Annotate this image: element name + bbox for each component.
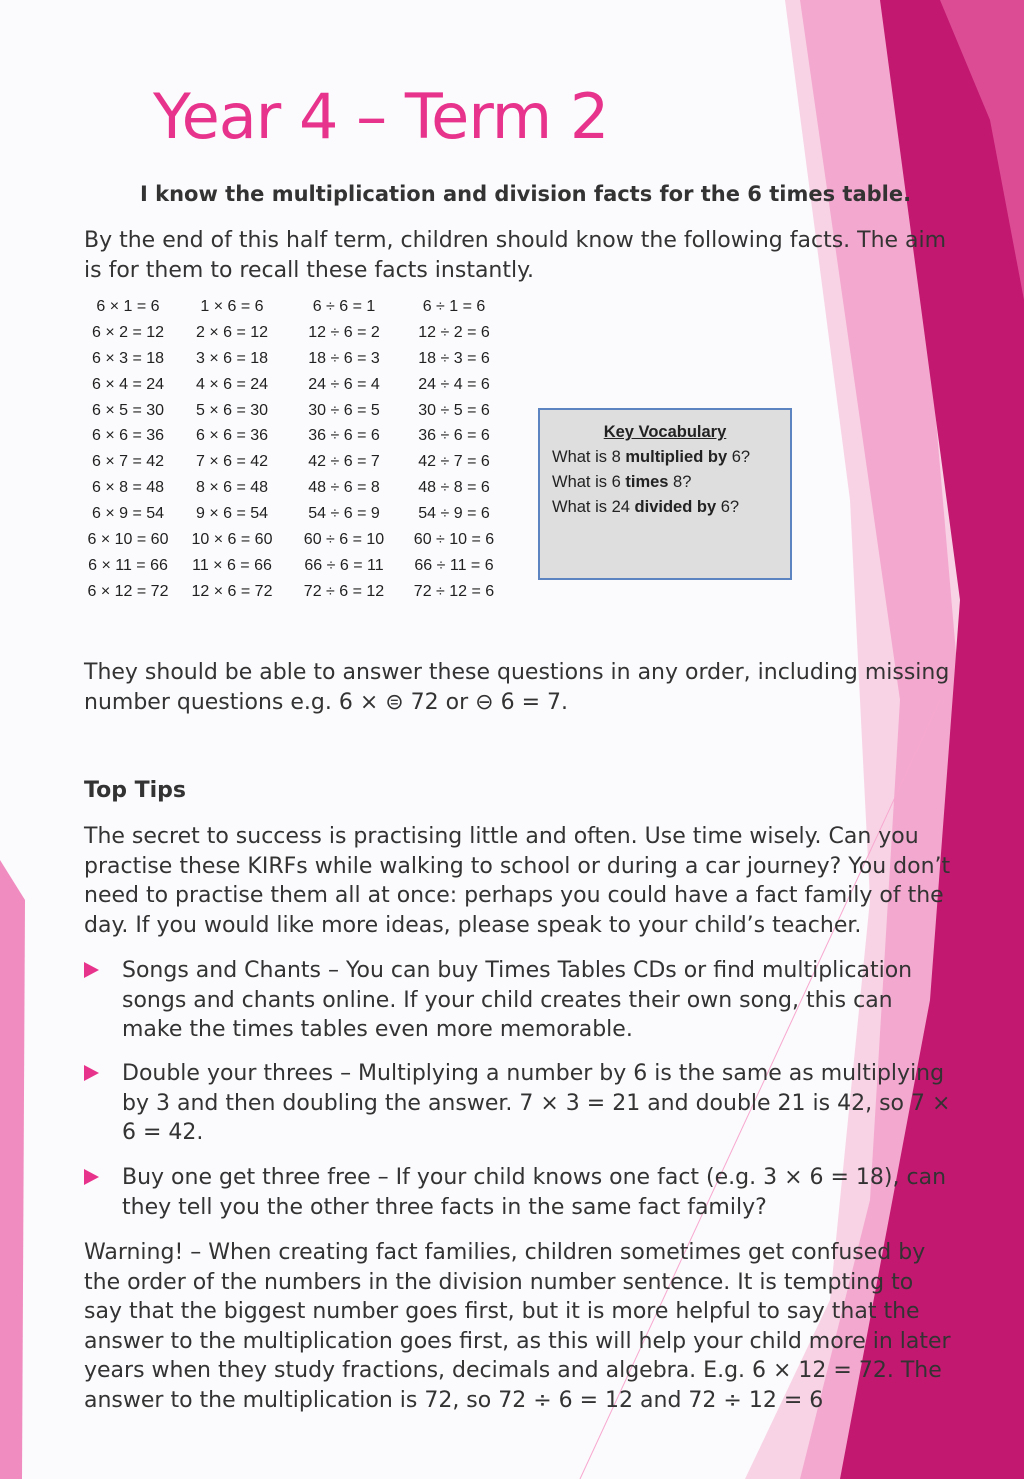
fact-cell: 12 × 6 = 72 (191, 582, 273, 600)
missing-number-paragraph: They should be able to answer these questions in any order, including missing number questions e.g. 6 × ⊜ 72 or ⊖ 6 = 7. (84, 660, 950, 715)
fact-cell: 60 ÷ 6 = 10 (303, 530, 385, 548)
fact-cell: 24 ÷ 4 = 6 (418, 375, 490, 393)
fact-row (80, 527, 508, 553)
fact-row (80, 475, 508, 501)
vocab-text: What is 8 (552, 448, 626, 466)
vocab-question (552, 498, 790, 517)
vocab-keyword: divided by (634, 498, 717, 516)
fact-cell: 36 ÷ 6 = 6 (418, 427, 490, 445)
fact-cell: 48 ÷ 8 = 6 (418, 479, 490, 497)
fact-cell: 6 ÷ 1 = 6 (422, 297, 486, 315)
fact-cell: 6 × 4 = 24 (91, 375, 165, 393)
fact-cell: 30 ÷ 5 = 6 (418, 401, 490, 419)
fact-cell: 60 ÷ 10 = 6 (413, 530, 495, 548)
fact-cell: 72 ÷ 6 = 12 (303, 582, 385, 600)
fact-cell: 72 ÷ 12 = 6 (413, 582, 495, 600)
fact-row (80, 346, 508, 372)
fact-cell: 6 × 1 = 6 (96, 297, 160, 315)
fact-cell: 12 ÷ 6 = 2 (308, 323, 380, 341)
fact-cell: 6 × 3 = 18 (91, 349, 165, 367)
vocab-question (552, 473, 790, 492)
tip-buy-one-get-three: Buy one get three free – If your child knows one fact (e.g. 3 × 6 = 18), can they tell you the other three facts in the same fact family? (84, 1163, 954, 1222)
top-tips-heading: Top Tips (84, 778, 186, 803)
key-vocabulary-heading: Key Vocabulary (603, 423, 727, 441)
fact-cell: 66 ÷ 6 = 11 (304, 556, 384, 574)
fact-cell: 48 ÷ 6 = 8 (308, 479, 380, 497)
fact-cell: 6 × 7 = 42 (91, 453, 165, 471)
fact-cell: 6 × 10 = 60 (87, 530, 169, 548)
vocab-text: 8? (668, 473, 692, 491)
tip-double-threes: Double your threes – Multiplying a number by 6 is the same as multiplying by 3 and then doubling the answer. 7 × 3 = 21 and double 21 is 42, so 7 × 6 = 42. (84, 1059, 954, 1148)
fact-cell: 1 × 6 = 6 (200, 297, 264, 315)
intro-paragraph: By the end of this half term, children should know the following facts. The aim is for them to recall these facts instantly. (84, 228, 947, 283)
fact-cell: 8 × 6 = 48 (195, 479, 269, 497)
vocab-text: What is 6 (552, 473, 626, 491)
facts-table (80, 294, 508, 605)
fact-row (80, 553, 508, 579)
fact-cell: 66 ÷ 11 = 6 (414, 556, 494, 574)
vocab-text: What is 24 (552, 498, 635, 516)
fact-cell: 18 ÷ 6 = 3 (308, 349, 380, 367)
fact-cell: 2 × 6 = 12 (195, 323, 269, 341)
fact-cell: 10 × 6 = 60 (191, 530, 273, 548)
fact-cell: 12 ÷ 2 = 6 (418, 323, 490, 341)
fact-row (80, 398, 508, 424)
fact-row (80, 501, 508, 527)
tip-songs-and-chants: Songs and Chants – You can buy Times Tables CDs or find multiplication songs and chants online. If your child creates their own song, this can make the times tables even more memorable. (84, 956, 954, 1045)
fact-cell: 6 × 5 = 30 (91, 401, 165, 419)
bullet-arrow-icon (84, 1065, 99, 1081)
fact-cell: 30 ÷ 6 = 5 (308, 401, 380, 419)
fact-cell: 6 × 9 = 54 (91, 505, 165, 523)
secret-paragraph: The secret to success is practising little and often. Use time wisely. Can you practise these KIRFs while walking to school or during a car journey? You don’t need to practise them all at once: perhaps you could have a fact family of the day. If you would like more ideas, please speak to your child’s teacher. (84, 824, 951, 938)
fact-row (80, 294, 508, 320)
fact-cell: 42 ÷ 7 = 6 (418, 453, 490, 471)
fact-cell: 6 ÷ 6 = 1 (312, 297, 376, 315)
warning-paragraph: Warning! – When creating fact families, children sometimes get confused by the order of the numbers in the division number sentence. It is tempting to say that the biggest number goes first, but it is more helpful to say that the answer to the multiplication goes first, as this will help your child more in later years when they study fractions, decimals and algebra. E.g. 6 × 12 = 72. The answer to the multiplication is 72, so 72 ÷ 6 = 12 and 72 ÷ 12 = 6 (84, 1240, 951, 1413)
fact-row (80, 423, 508, 449)
fact-cell: 6 × 12 = 72 (87, 582, 169, 600)
vocab-keyword: times (625, 473, 669, 491)
fact-cell: 5 × 6 = 30 (195, 401, 269, 419)
fact-cell: 54 ÷ 9 = 6 (418, 505, 490, 523)
fact-cell: 6 × 2 = 12 (91, 323, 165, 341)
fact-cell: 18 ÷ 3 = 6 (418, 349, 490, 367)
bullet-arrow-icon (84, 962, 99, 978)
fact-row (80, 449, 508, 475)
fact-cell: 24 ÷ 6 = 4 (308, 375, 380, 393)
fact-cell: 4 × 6 = 24 (195, 375, 269, 393)
fact-cell: 6 × 11 = 66 (88, 556, 168, 574)
page-title: Year 4 – Term 2 (153, 80, 609, 153)
key-vocabulary-box (538, 408, 792, 580)
fact-cell: 11 × 6 = 66 (192, 556, 272, 574)
fact-row (80, 320, 508, 346)
fact-cell: 7 × 6 = 42 (195, 453, 269, 471)
vocab-question (552, 448, 790, 467)
fact-cell: 36 ÷ 6 = 6 (308, 427, 380, 445)
learning-objective: I know the multiplication and division facts for the 6 times table. (140, 182, 912, 206)
fact-cell: 3 × 6 = 18 (195, 349, 269, 367)
fact-row (80, 372, 508, 398)
fact-cell: 6 × 6 = 36 (195, 427, 269, 445)
fact-cell: 6 × 6 = 36 (91, 427, 165, 445)
vocab-text: 6? (716, 498, 740, 516)
vocab-text: 6? (727, 448, 751, 466)
fact-row (80, 579, 508, 605)
bullet-arrow-icon (84, 1169, 99, 1185)
fact-cell: 54 ÷ 6 = 9 (308, 505, 380, 523)
vocab-keyword: multiplied by (625, 448, 728, 466)
fact-cell: 42 ÷ 6 = 7 (308, 453, 380, 471)
fact-cell: 6 × 8 = 48 (91, 479, 165, 497)
fact-cell: 9 × 6 = 54 (195, 505, 269, 523)
